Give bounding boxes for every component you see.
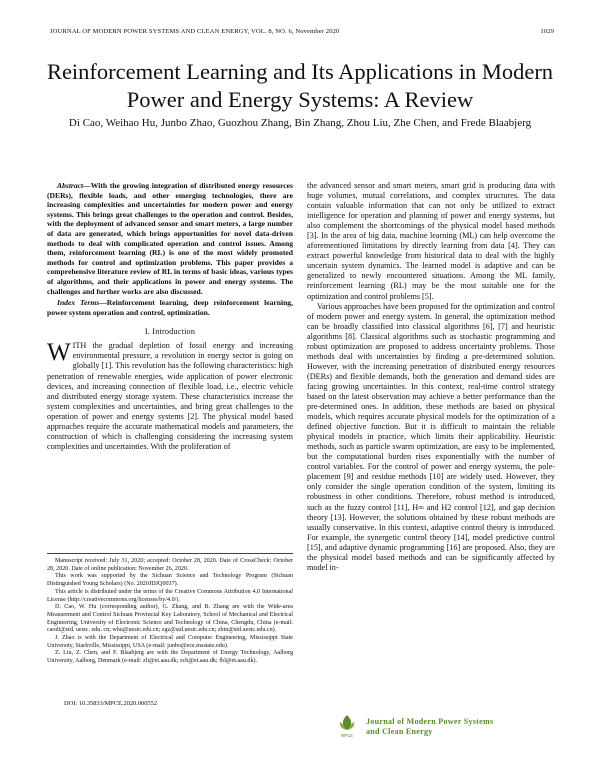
logo-line-1: Journal of Modern Power Systems xyxy=(366,717,494,726)
abstract-label: Abstract xyxy=(57,181,84,190)
index-terms xyxy=(47,298,293,317)
footnotes xyxy=(47,553,293,666)
footnote: This article is distributed under the terms of the Creative Commons Attribution 4.0 International License (http://creativecommons.org/licenses/by/4.0/). xyxy=(47,588,293,603)
doi: DOI: 10.35833/MPCE.2020.000552 xyxy=(64,700,158,707)
body-paragraph: Various approaches have been proposed for the optimization and control of modern power and energy system. In general, the optimization method can be broadly classified into classical algorithms [6], [7] and heuristic algorithms [8]. Classical algorithms such as stochastic programming and robust optimization are proposed to address uncertainty problems. Those methods deal with uncertainties by finding a pre-determined solution. However, with the increasing penetration of distributed energy resources (DERs) and flexible demands, both the generation and demand sides are facing growing uncertainties. In this context, real-time control strategy based on the latest observation may achieve a better performance than the pre-determined ones. In addition, these methods are based on physical models, which requires accurate physical models for the optimization of a defined objective function. But it is difficult to maintain the reliable physical models in practice, which limits their applicability. Heuristic methods, such as particle swarm optimization, are easy to be implemented, but the computational burden rises exponentially with the number of control variables. For the control of power and energy systems, the pole-placement [9] and residue methods [10] are widely used. However, they only consider the single operation condition of the system, limiting its robustness in other conditions. Therefore, robust method is introduced, such as the fuzzy control [11], H∞ and H2 control [12], and gap decision theory [13]. However, the solutions obtained by these robust methods are usually conservative. In this context, adaptive control theory is introduced. For example, the synergetic control theory [14], model predictive control [15], and adaptive dynamic programming [16] are proposed. Also, they are the physical model based methods and can be significantly affected by model in- xyxy=(307,301,555,572)
footnote: D. Cao, W. Hu (corresponding author), G. Zhang, and B. Zhang are with the Wide-area Measurement and Control Sichuan Provincial Key Laboratory, School of Mechanical and Electrical Engineering, University of Electronic Science and Technology of China, Chengdu, China (e-mail: caodi@std. uestc. edu. cn; whu@uestc.edu.cn; zgz@std.uestc.edu.cn; zbin@std.uestc.edu.cn). xyxy=(47,604,293,634)
mpce-logo-icon xyxy=(336,714,358,738)
left-column xyxy=(47,181,293,452)
page-number: 1029 xyxy=(540,28,554,35)
intro-text: ITH the gradual depletion of fossil energy and increasing environmental pressure, a revolution in energy sector is going on globally [1]. This revolution has the following characteristics: high penetration of renewable energies, wide application of power electronic devices, and increasing connection of flexible load, i.e., electric vehicle and distributed energy storage system. These characteristics increase the system complexities and uncertainties, and bring great challenges to the operation of power and energy systems [2]. The physical model based approaches require the accurate mathematical models and parameters, the construction of which is challenging considering the increasing system complexities and uncertainties. With the proliferation of xyxy=(47,341,293,451)
drop-cap: W xyxy=(47,339,71,367)
right-column xyxy=(307,181,555,573)
logo-icon-text: MPCE xyxy=(340,733,354,738)
logo-line-2: and Clean Energy xyxy=(366,727,433,736)
abstract xyxy=(47,181,293,296)
journal-header: JOURNAL OF MODERN POWER SYSTEMS AND CLEAN ENERGY, VOL. 8, NO. 6, November 2020 xyxy=(50,28,340,35)
journal-logo xyxy=(336,714,536,742)
footnote: Z. Liu, Z. Chen, and F. Blaabjerg are with the Department of Energy Technology, Aalborg University, Aalborg, Denmark (e-mail: zli@et.aau.dk; zch@et.aau.dk; fbl@et.aau.dk). xyxy=(47,650,293,665)
index-terms-text: —Reinforcement learning, deep reinforcement learning, power system operation and control, optimization. xyxy=(47,298,294,317)
footnote: J. Zhao is with the Department of Electrical and Computer Engineering, Mississippi State University, Starkville, Mississippi, USA (e-mail: junbo@ece.msstate.edu). xyxy=(47,635,293,649)
abstract-text: —With the growing integration of distributed energy resources (DERs), flexible loads, and other emerging technologies, there are increasing complexities and uncertainties for modern power and energy systems. This brings great challenges to the operation and control. Besides, with the deployment of advanced sensor and smart meters, a large number of data are generated, which brings opportunities for novel data-driven methods to deal with complicated operation and control issues. Among them, reinforcement learning (RL) is one of the most widely promoted methods for control and optimization problems. This paper provides a comprehensive literature review of RL in terms of basic ideas, various types of algorithms, and their applications in power and energy systems. The challenges and further works are also discussed. xyxy=(47,181,293,296)
footnote: This work was supported by the Sichuan Science and Technology Program (Sichuan Distinguished Young Scholars) (No. 2020JDJQ0037). xyxy=(47,573,293,588)
section-heading: I. Introduction xyxy=(144,327,196,337)
paper-title: Reinforcement Learning and Its Applications in Modern Power and Energy Systems: A Review xyxy=(46,59,554,112)
journal-logo-name xyxy=(366,717,493,737)
footnote: Manuscript received: July 31, 2020; accepted: October 28, 2020. Date of CrossCheck: October 28, 2020. Date of online publication: November 26, 2020. xyxy=(47,558,293,572)
author-list: Di Cao, Weihao Hu, Junbo Zhao, Guozhou Zhang, Bin Zhang, Zhou Liu, Zhe Chen, and Frede Blaabjerg xyxy=(68,117,532,129)
index-terms-label: Index Terms xyxy=(57,298,100,308)
body-paragraph: the advanced sensor and smart meters, smart grid is producing data with huge volumes, mutual correlations, and complex structures. The data contain valuable information that can not only be utilized to extract intelligence for operation and planning of power and energy systems, but also complement the shortcomings of the physical model based methods [3]. In the area of big data, machine learning (ML) can help overcome the aforementioned limitations by directly learning from data [4]. They can extract powerful knowledge from historical data to deal with the highly uncertain system dynamics. The learned model is adaptive and can be generalized to newly encountered situations. Among the ML family, reinforcement learning (RL) may be the most suitable one for the optimization and control problems [5]. xyxy=(307,181,555,301)
intro-paragraph xyxy=(47,341,293,452)
